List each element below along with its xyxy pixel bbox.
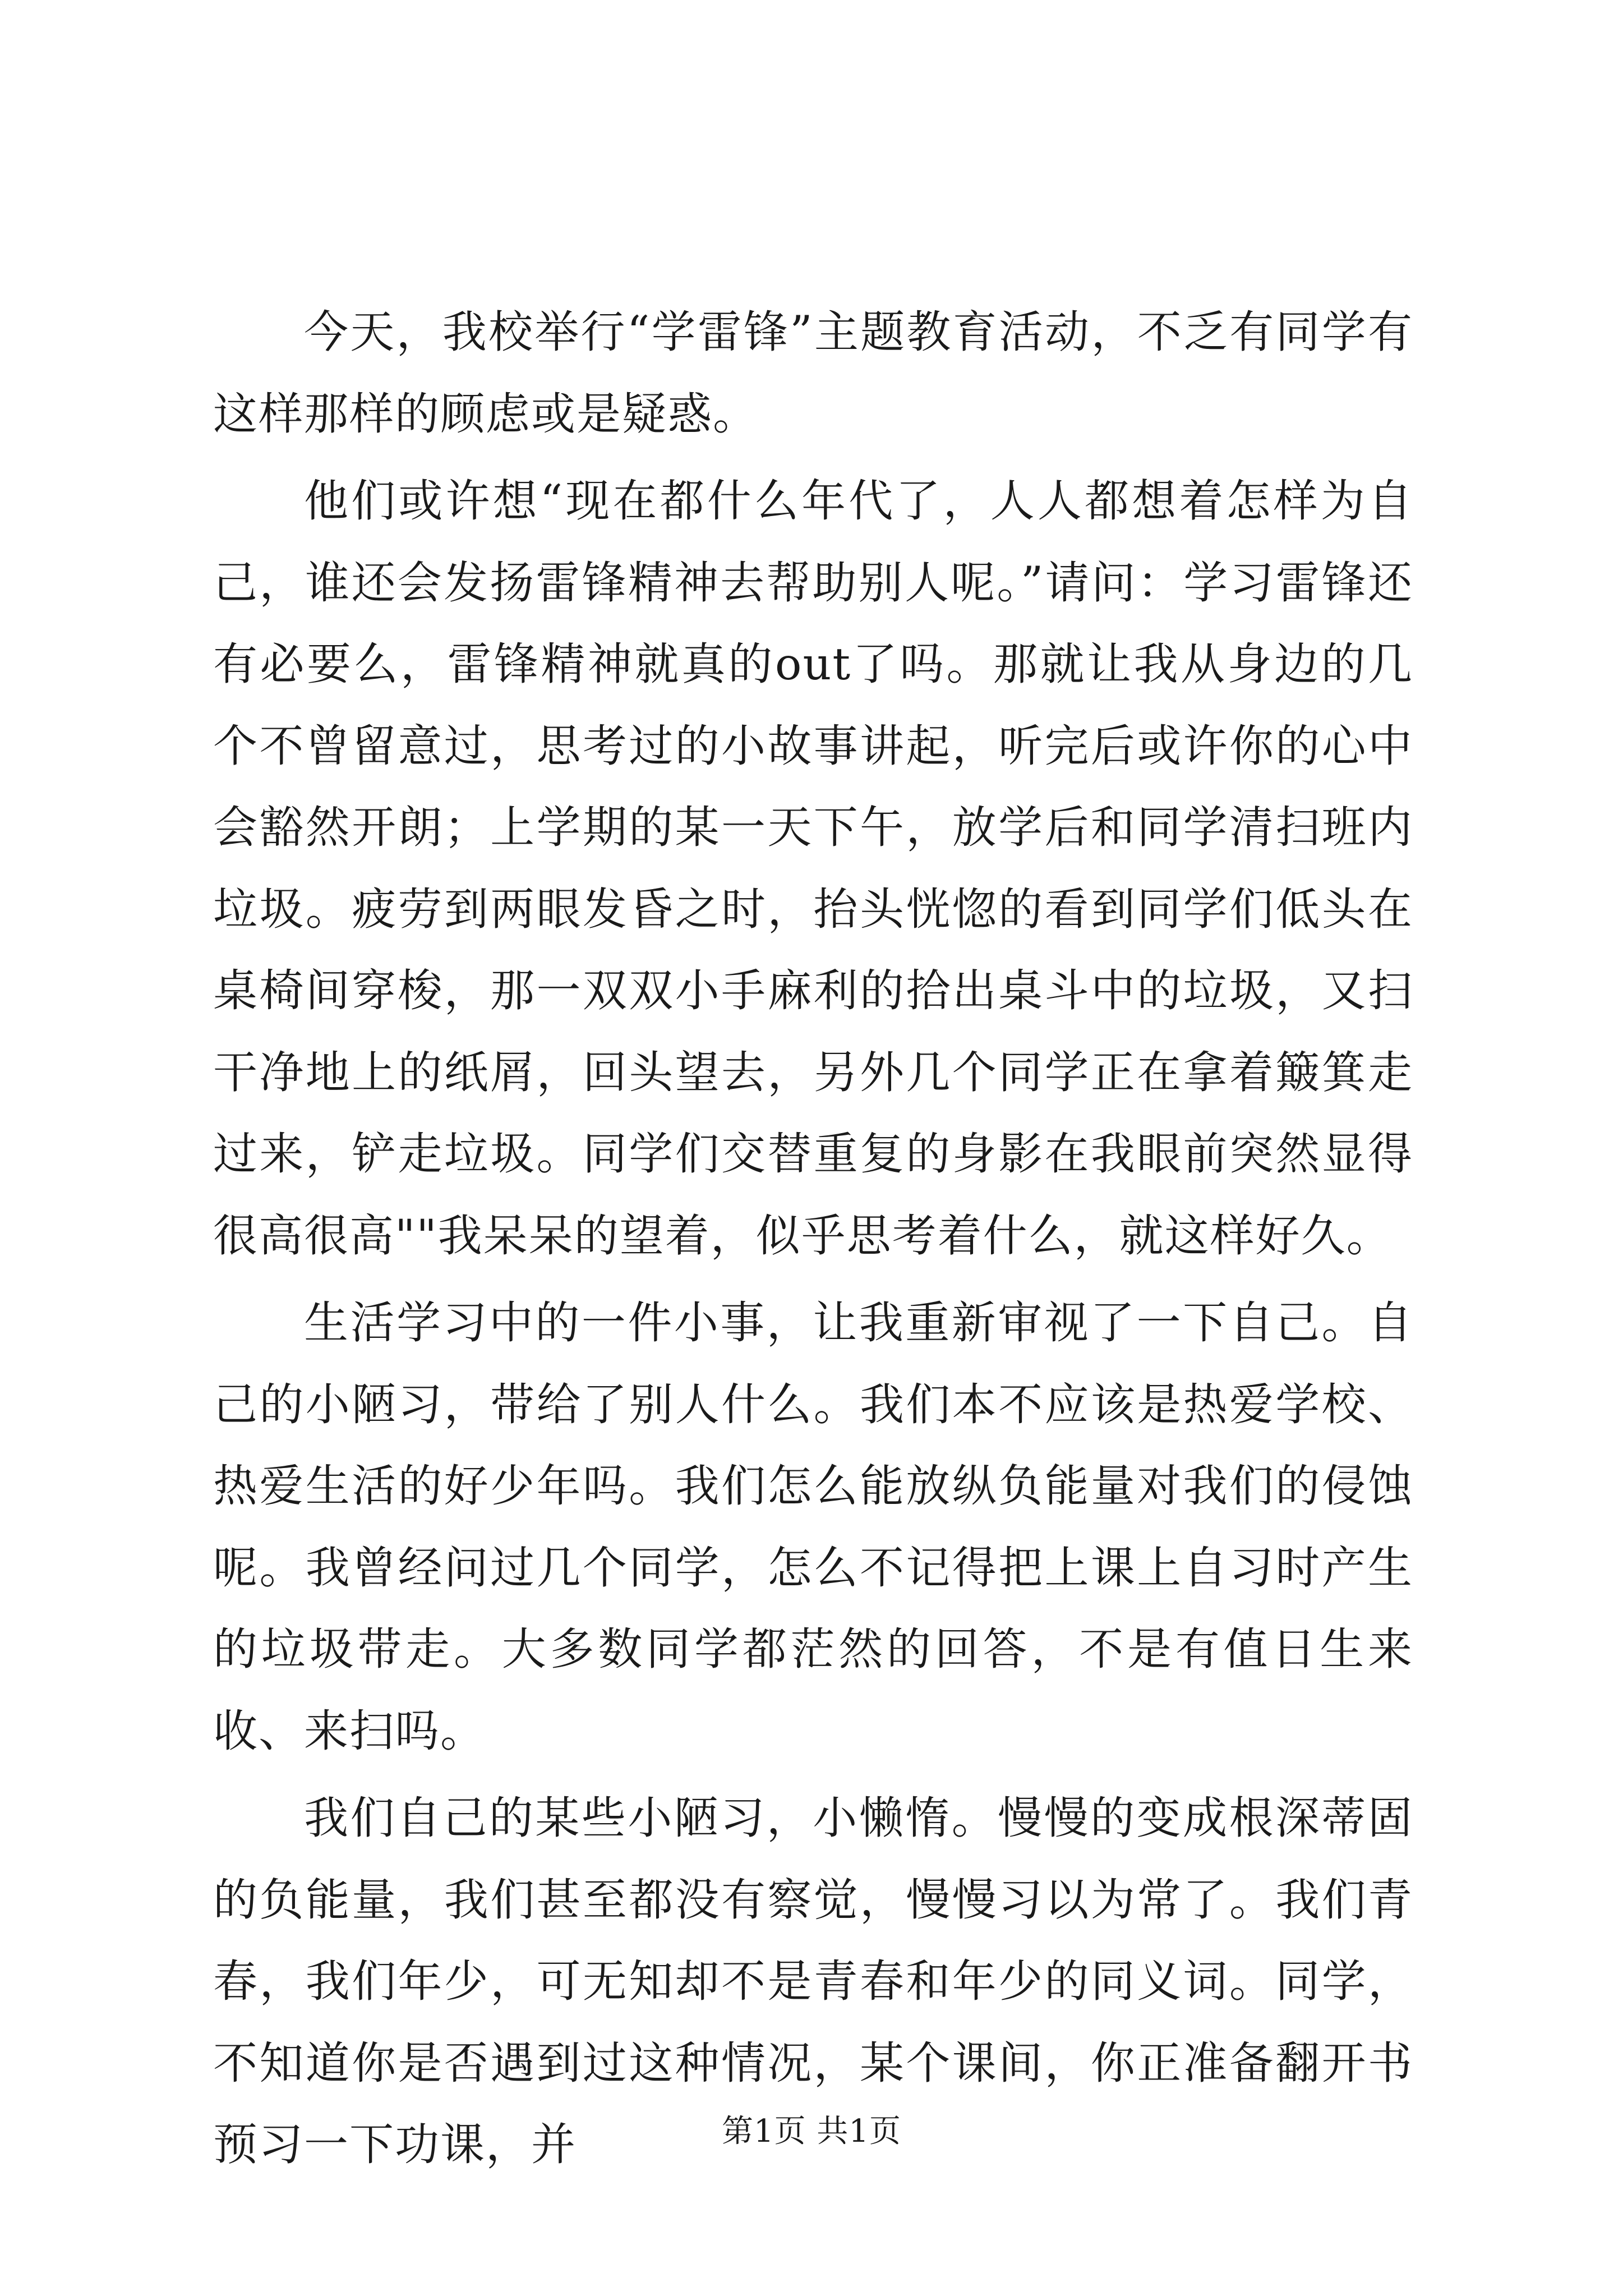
page-footer: 第1页 共1页 [721, 2113, 902, 2150]
paragraph-2: 他们或许想“现在都什么年代了，人人都想着怎样为自己，谁还会发扬雷锋精神去帮助别人呢。”请问：学习雷锋还有必要么，雷锋精神就真的out了吗。那就让我从身边的几个不曾留意过，思考过的小故事讲起，听完后或许你的心中会豁然开朗；上学期的某一天下午，放学后和同学清扫班内垃圾。疲劳到两眼发昏之时，抬头恍惚的看到同学们低头在桌椅间穿梭，那一双双小手麻利的拾出桌斗中的垃圾，又扫干净地上的纸屑，回头望去，另外几个同学正在拿着簸箕走过来，铲走垃圾。同学们交替重复的身影在我眼前突然显得很高很高""我呆呆的望着，似乎思考着什么，就这样好久。 [213, 475, 1413, 1262]
paragraph-1: 今天，我校举行“学雷锋”主题教育活动，不乏有同学有这样那样的顾虑或是疑惑。 [213, 306, 1413, 440]
document-body [213, 292, 1413, 2192]
paragraph-3: 生活学习中的一件小事，让我重新审视了一下自己。自己的小陋习，带给了别人什么。我们本不应该是热爱学校、热爱生活的好少年吗。我们怎么能放纵负能量对我们的侵蚀呢。我曾经问过几个同学，怎么不记得把上课上自习时产生的垃圾带走。大多数同学都茫然的回答，不是有值日生来收、来扫吗。 [213, 1297, 1413, 1757]
paragraph-4: 我们自己的某些小陋习，小懒惰。慢慢的变成根深蒂固的负能量，我们甚至都没有察觉，慢慢习以为常了。我们青春，我们年少，可无知却不是青春和年少的同义词。同学，不知道你是否遇到过这种情况，某个课间，你正准备翻开书预习一下功课，并 [213, 1792, 1413, 2170]
